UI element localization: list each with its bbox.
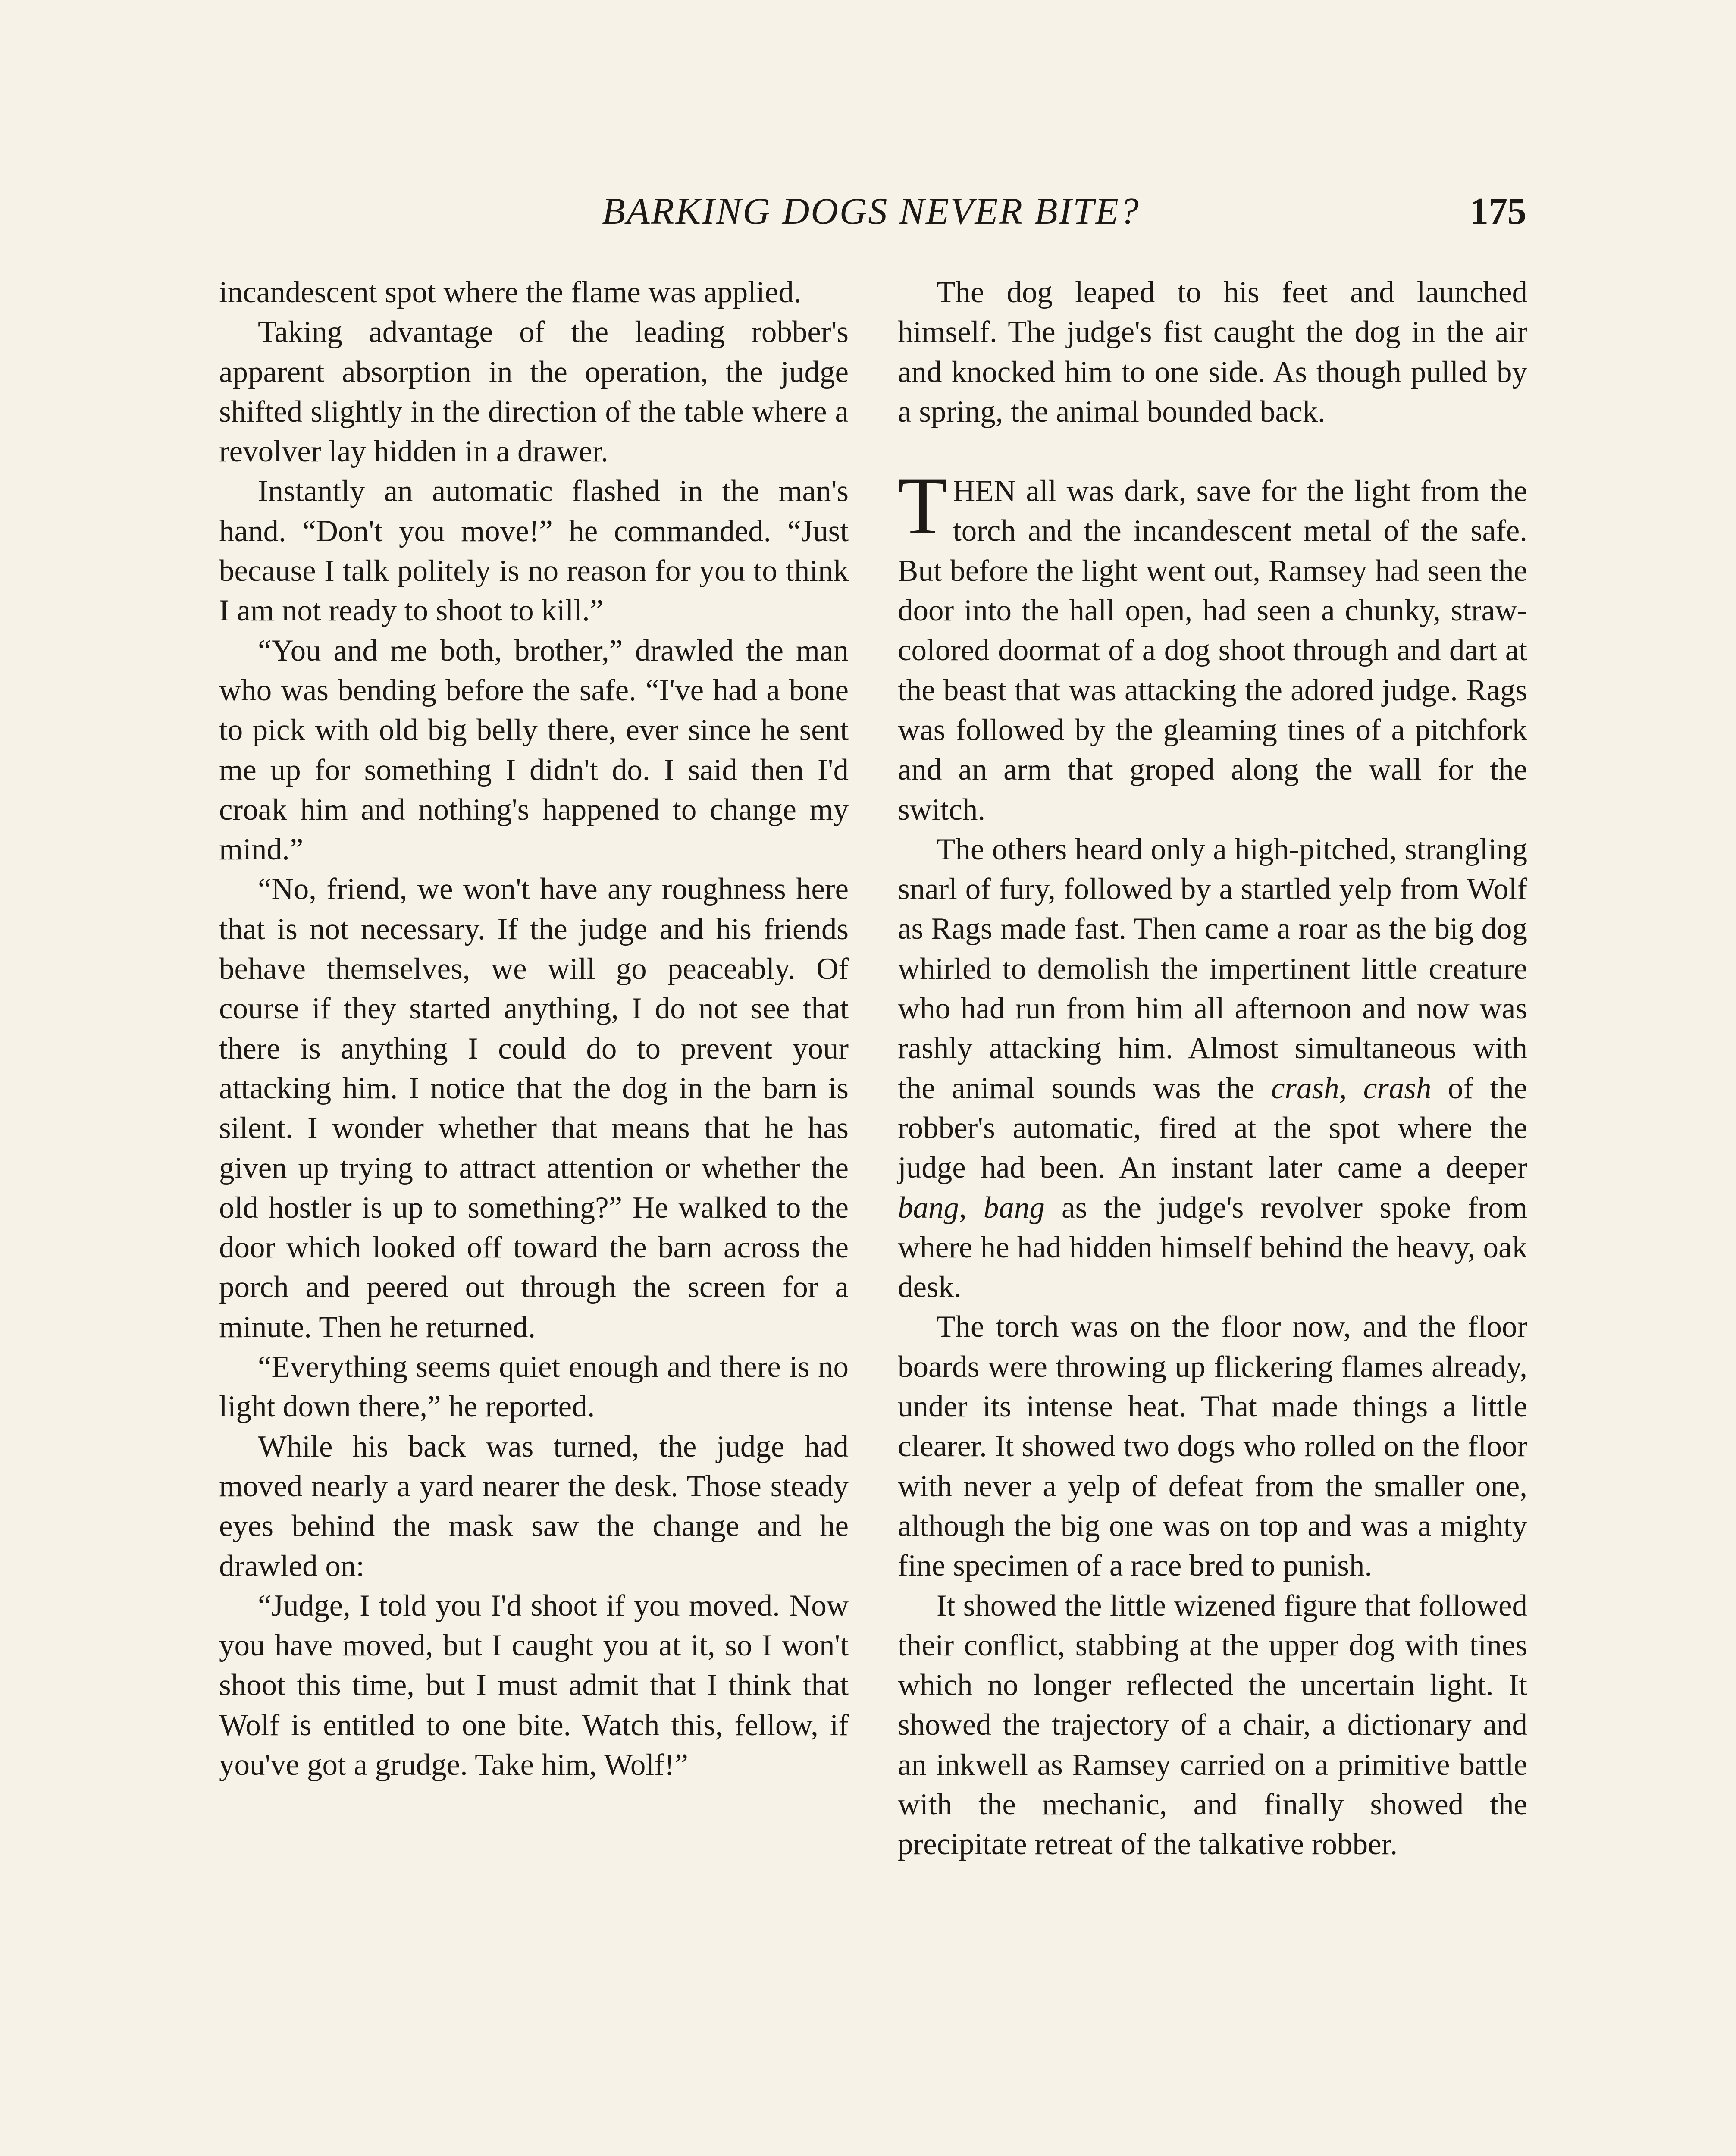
italic-phrase: crash, crash [1271,1071,1432,1105]
section-opening-paragraph [898,461,1527,830]
right-column [898,273,1527,1865]
page-number: 175 [1470,191,1526,232]
left-paragraph-3: Instantly an automatic flashed in the man's hand. “Don't you move!” he commanded. “Just because I talk politely is no reason for you to think I am not ready to shoot to kill.” [219,474,849,628]
left-paragraph-8: “Judge, I told you I'd shoot if you moved. Now you have moved, but I caught you at it, so I won't shoot this time, but I must admit that I think that Wolf is entitled to one bite. Watch this, fellow, if you've got a grudge. Take him, Wolf!” [219,1589,849,1782]
right-paragraph-1: The dog leaped to his feet and launched himself. The judge's fist caught the dog in the air and knocked him to one side. As though pulled by a spring, the animal bounded back. [898,276,1527,429]
left-paragraph-6: “Everything seems quiet enough and there is no light down there,” he reported. [219,1350,849,1424]
lead-in-text: HEN [953,474,1016,508]
drop-cap: T [898,461,948,552]
left-paragraph-5: “No, friend, we won't have any roughness here that is not necessary. If the judge and his friends behave themselves, we will go peaceably. Of course if they started anything, I do not see that there is anything I could do to prevent your attacking him. I notice that the dog in the barn is silent. I wonder whether that means that he has given up trying to attract attention or whether the old hostler is up to something?” He walked to the door which looked off toward the barn across the porch and peered out through the screen for a minute. Then he returned. [219,872,849,1344]
left-paragraph-1: incandescent spot where the flame was applied. [219,276,802,309]
running-title: BARKING DOGS NEVER BITE? [602,191,1140,232]
italic-phrase: bang, bang [898,1191,1045,1225]
left-paragraph-7: While his back was turned, the judge had moved nearly a yard nearer the desk. Those steady eyes behind the mask saw the change and he drawled on: [219,1429,849,1583]
left-paragraph-2: Taking advantage of the leading robber's apparent absorption in the operation, the judge shifted slightly in the direction of the table where a revolver lay hidden in a drawer. [219,315,849,469]
left-column [219,273,849,1785]
right-paragraph-5: It showed the little wizened figure that followed their conflict, stabbing at the upper dog with tines which no longer reflected the uncertain light. It showed the trajectory of a chair, a dictionary and an inkwell as Ramsey carried on a primitive battle with the mechanic, and finally showed the precipitate retreat of the talkative robber. [898,1589,1527,1861]
paragraph-text: The others heard only a high-pitched, strangling snarl of fury, followed by a startled yelp from Wolf as Rags made fast. Then came a roar as the big dog whirled to demolish the impertinent little creature who had run from him all afternoon and now was rashly attacking him. Almost simultaneous with the animal sounds was the [898,832,1527,1105]
section-opening-rest: all was dark, save for the light from the torch and the incandescent metal of the safe. But before the light went out, Ramsey had seen the door into the hall open, had seen a chunky, straw-colored doormat of a dog shoot through and dart at the beast that was attacking the adored judge. Rags was followed by the gleaming tines of a pitchfork and an arm that groped along the wall for the switch. [898,474,1527,827]
right-paragraph-4: The torch was on the floor now, and the floor boards were throwing up flickering flames already, under its intense heat. That made things a little clearer. It showed two dogs who rolled on the floor with never a yelp of defeat from the smaller one, although the big one was on top and was a mighty fine specimen of a race bred to punish. [898,1310,1527,1583]
right-paragraph-3 [898,830,1527,1307]
running-head [216,190,1526,246]
paragraph-text: as the judge's revolver spoke from where he had hidden himself behind the heavy, oak desk. [898,1191,1528,1304]
left-paragraph-4: “You and me both, brother,” drawled the man who was bending before the safe. “I've had a bone to pick with old big belly there, ever since he sent me up for something I didn't do. I said then I'd croak him and nothing's happened to change my mind.” [219,633,849,867]
paragraph-text: of the robber's automatic, fired at the spot where the judge had been. An instant later came a deeper [898,1071,1527,1185]
